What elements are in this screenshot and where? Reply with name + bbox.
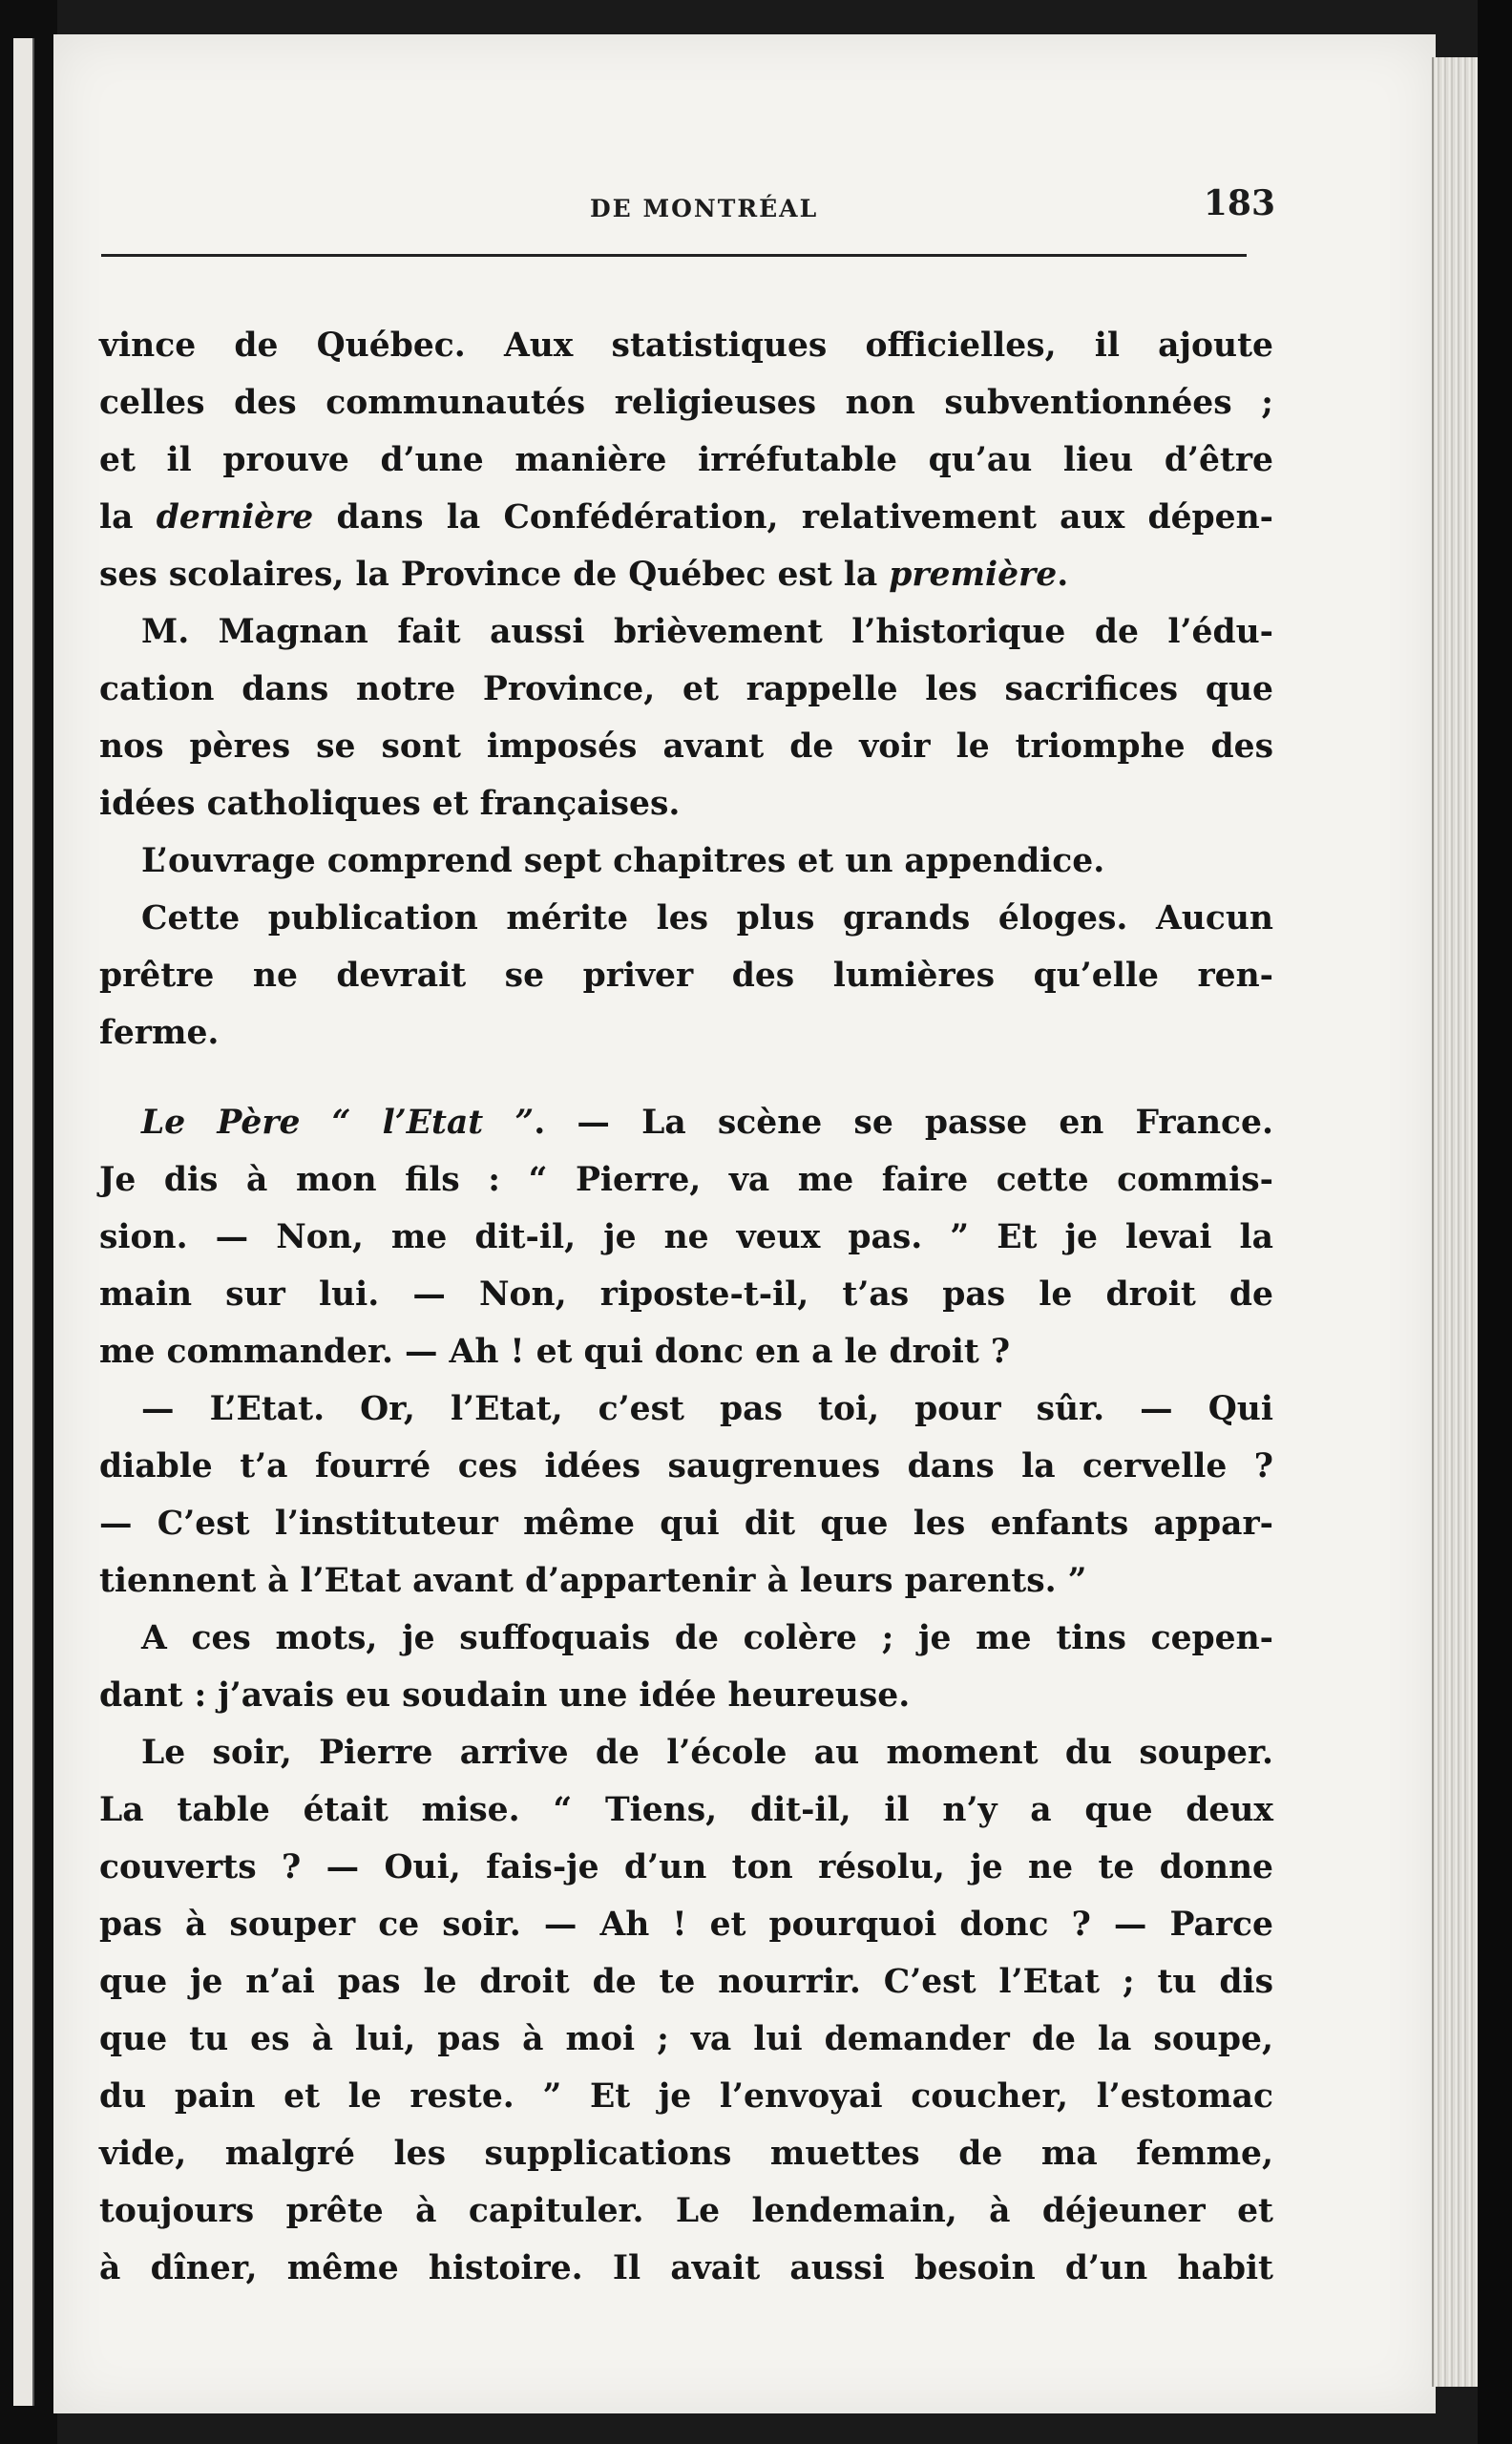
facing-page-edge [0,0,57,2444]
text-line: M. Magnan fait aussi brièvement l’historique de l’édu- [141,613,1273,651]
text-line: idées catholiques et françaises. [99,785,681,823]
text-line: la dernière dans la Confédération, relativement aux dépen- [99,498,1273,537]
text-line: Le soir, Pierre arrive de l’école au moment du souper. [141,1734,1273,1772]
text-line: Je dis à mon fils : “ Pierre, va me faire cette commis- [99,1161,1273,1199]
text-line: main sur lui. — Non, riposte-t-il, t’as pas le droit de [99,1275,1273,1314]
text-line: vince de Québec. Aux statistiques officielles, il ajoute [99,327,1273,365]
text-line: vide, malgré les supplications muettes de ma femme, [99,2135,1273,2173]
scan-border [1478,0,1512,2444]
text-line: — C’est l’instituteur même qui dit que les enfants appar- [99,1505,1273,1543]
text-line: celles des communautés religieuses non subventionnées ; [99,384,1273,422]
text-line: tiennent à l’Etat avant d’appartenir à leurs parents. ” [99,1562,1087,1600]
page-header [94,176,1275,233]
text-line: sion. — Non, me dit-il, je ne veux pas. ” Et je levai la [99,1218,1273,1256]
text-line: ferme. [99,1014,220,1052]
text-line: A ces mots, je suffoquais de colère ; je me tins cepen- [141,1619,1273,1657]
text-line: Cette publication mérite les plus grands éloges. Aucun [141,899,1273,938]
text-line: couverts ? — Oui, fais-je d’un ton résolu, je ne te donne [99,1848,1273,1886]
text-line: — L’Etat. Or, l’Etat, c’est pas toi, pour sûr. — Qui [141,1390,1273,1428]
text-line: cation dans notre Province, et rappelle les sacrifices que [99,670,1273,708]
page-number: 183 [1203,183,1275,223]
text-line: toujours prête à capituler. Le lendemain, à déjeuner et [99,2192,1273,2230]
body-text [99,317,1273,2297]
running-head: DE MONTRÉAL [590,195,819,222]
text-line: que tu es à lui, pas à moi ; va lui demander de la soupe, [99,2020,1273,2058]
text-line: diable t’a fourré ces idées saugrenues dans la cervelle ? [99,1447,1273,1485]
text-line: que je n’ai pas le droit de te nourrir. C’est l’Etat ; tu dis [99,1963,1273,2001]
text-line: nos pères se sont imposés avant de voir le triomphe des [99,727,1273,766]
text-line: me commander. — Ah ! et qui donc en a le droit ? [99,1333,1011,1371]
text-line: à dîner, même histoire. Il avait aussi besoin d’un habit [99,2249,1273,2287]
text-line: pas à souper ce soir. — Ah ! et pourquoi donc ? — Parce [99,1906,1273,1944]
text-line: prêtre ne devrait se priver des lumières qu’elle ren- [99,957,1273,995]
facing-page-sliver [13,38,34,2406]
header-rule [101,254,1247,257]
page-block-edges [1432,57,1480,2387]
text-line: Le Père “ l’Etat ”. — La scène se passe en France. [141,1104,1274,1142]
text-line: La table était mise. “ Tiens, dit-il, il n’y a que deux [99,1791,1273,1829]
text-line: et il prouve d’une manière irréfutable qu’au lieu d’être [99,441,1273,479]
text-line: ses scolaires, la Province de Québec est la première. [99,556,1069,594]
book-page [53,34,1436,2413]
text-line: du pain et le reste. ” Et je l’envoyai coucher, l’estomac [99,2077,1273,2116]
text-line: dant : j’avais eu soudain une idée heureuse. [99,1676,911,1715]
text-line: L’ouvrage comprend sept chapitres et un appendice. [141,842,1105,880]
